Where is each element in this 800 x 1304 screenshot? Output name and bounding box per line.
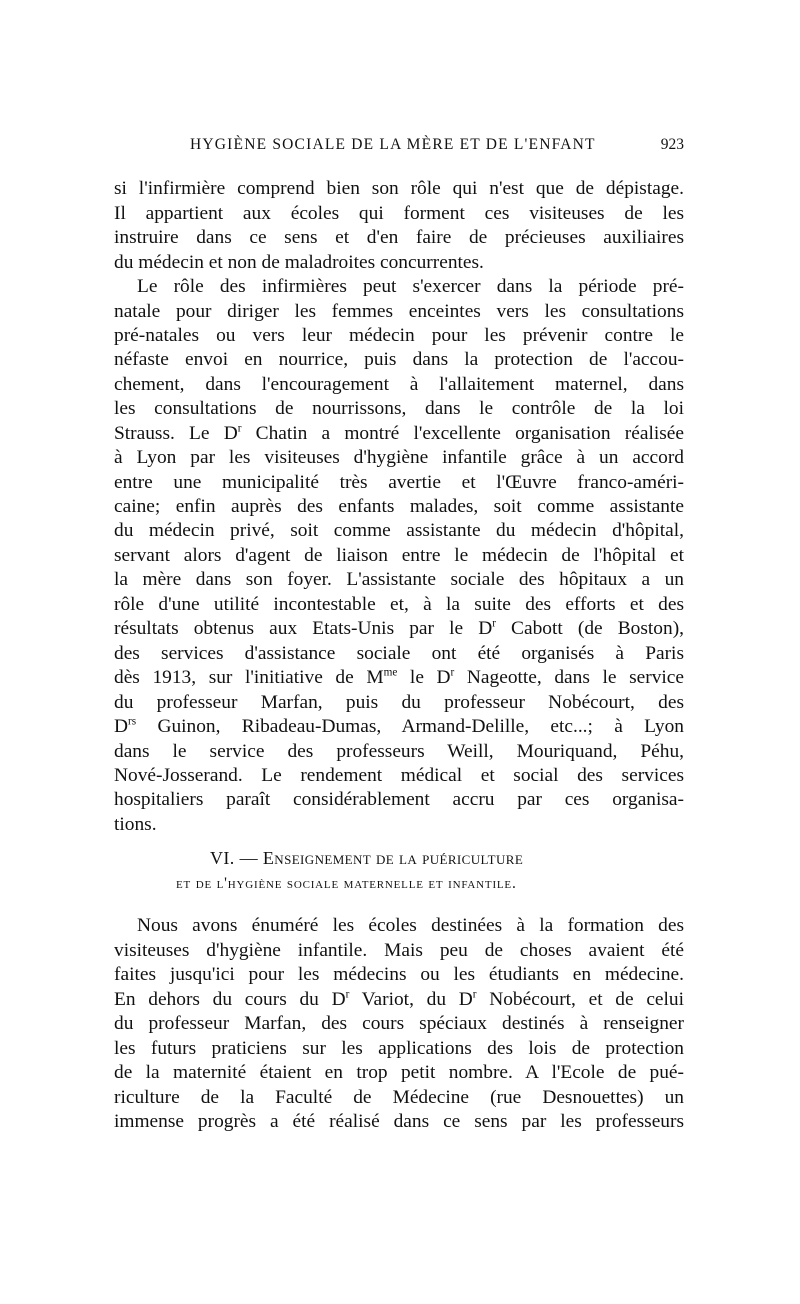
text-run: Cabott (de Boston), — [495, 618, 684, 639]
text-run: En dehors du cours du D — [114, 989, 346, 1010]
section-title-line-1: VI. — Enseignement de la puériculture — [210, 848, 524, 868]
text-line: rôle d'une utilité incontestable et, à la suite des efforts et des — [114, 594, 684, 615]
text-line: la mère dans son foyer. L'assistante sociale des hôpitaux a un — [114, 569, 684, 590]
text-run: dès 1913, sur l'initiative de M — [114, 667, 384, 688]
text-line: du médecin et non de maladroites concurrentes. — [114, 252, 484, 273]
superscript: r — [450, 666, 455, 679]
text-line: hospitaliers paraît considérablement accru par ces organisa- — [114, 789, 684, 810]
text-line: des services d'assistance sociale ont été organisés à Paris — [114, 643, 684, 664]
text-line — [114, 421, 684, 447]
text-line: Nové-Josserand. Le rendement médical et social des services — [114, 765, 684, 786]
text-line: visiteuses d'hygiène infantile. Mais peu de choses avaient été — [114, 940, 684, 961]
section-title-line-2: et de l'hygiène sociale maternelle et infantile. — [176, 875, 517, 892]
text-line — [114, 987, 684, 1013]
text-line: les futurs praticiens sur les applications des lois de protection — [114, 1038, 684, 1059]
text-line — [114, 714, 684, 740]
text-line: du professeur Marfan, des cours spéciaux destinés à renseigner — [114, 1013, 684, 1034]
superscript: r — [472, 988, 477, 1001]
text-line: faites jusqu'ici pour les médecins ou les étudiants en médecine. — [114, 964, 684, 985]
superscript: r — [237, 422, 242, 435]
text-line: Le rôle des infirmières peut s'exercer dans la période pré- — [137, 276, 684, 297]
text-line: immense progrès a été réalisé dans ce sens par les professeurs — [114, 1111, 684, 1132]
running-title: HYGIÈNE SOCIALE DE LA MÈRE ET DE L'ENFANT — [190, 136, 596, 153]
superscript: r — [492, 617, 496, 630]
text-run: Variot, du D — [349, 989, 473, 1010]
text-run: le D — [397, 667, 451, 688]
text-line — [114, 665, 684, 691]
text-line: Il appartient aux écoles qui forment ces visiteuses de les — [114, 203, 684, 224]
text-line: entre une municipalité très avertie et l'Œuvre franco-améri- — [114, 472, 684, 493]
page-header — [114, 136, 684, 160]
text-line: à Lyon par les visiteuses d'hygiène infantile grâce à un accord — [114, 447, 684, 468]
text-run: Chatin a montré l'excellente organisation réalisée — [241, 423, 684, 444]
text-line: tions. — [114, 814, 157, 835]
text-line: pré-natales ou vers leur médecin pour les prévenir contre le — [114, 325, 684, 346]
superscript: rs — [128, 715, 137, 728]
text-line: de la maternité étaient en trop petit nombre. A l'Ecole de pué- — [114, 1062, 684, 1083]
text-line: chement, dans l'encouragement à l'allaitement maternel, dans — [114, 374, 684, 395]
text-line: du médecin privé, soit comme assistante du médecin d'hôpital, — [114, 520, 684, 541]
text-line: néfaste envoi en nourrice, puis dans la protection de l'accou- — [114, 349, 684, 370]
text-line: instruire dans ce sens et d'en faire de précieuses auxiliaires — [114, 227, 684, 248]
text-line: servant alors d'agent de liaison entre le médecin de l'hôpital et — [114, 545, 684, 566]
text-run: Strauss. Le D — [114, 423, 238, 444]
page-number: 923 — [660, 136, 684, 153]
text-run: Guinon, Ribadeau-Dumas, Armand-Delille, etc...; à Lyon — [136, 716, 684, 737]
text-line: riculture de la Faculté de Médecine (rue Desnouettes) un — [114, 1087, 684, 1108]
text-line: Nous avons énuméré les écoles destinées à la formation des — [137, 915, 684, 936]
text-run: Nobécourt, et de celui — [476, 989, 684, 1010]
text-line: dans le service des professeurs Weill, Mouriquand, Péhu, — [114, 741, 684, 762]
superscript: r — [345, 988, 350, 1001]
superscript: me — [383, 666, 398, 679]
text-line: du professeur Marfan, puis du professeur Nobécourt, des — [114, 692, 684, 713]
text-run: résultats obtenus aux Etats-Unis par le D — [114, 618, 493, 639]
text-line: caine; enfin auprès des enfants malades, soit comme assistante — [114, 496, 684, 517]
text-line — [114, 616, 684, 642]
text-run: D — [114, 716, 129, 737]
text-run: Nageotte, dans le service — [454, 667, 684, 688]
text-line: si l'infirmière comprend bien son rôle qui n'est que de dépistage. — [114, 178, 684, 199]
text-line: les consultations de nourrissons, dans le contrôle de la loi — [114, 398, 684, 419]
text-line: natale pour diriger les femmes enceintes vers les consultations — [114, 301, 684, 322]
